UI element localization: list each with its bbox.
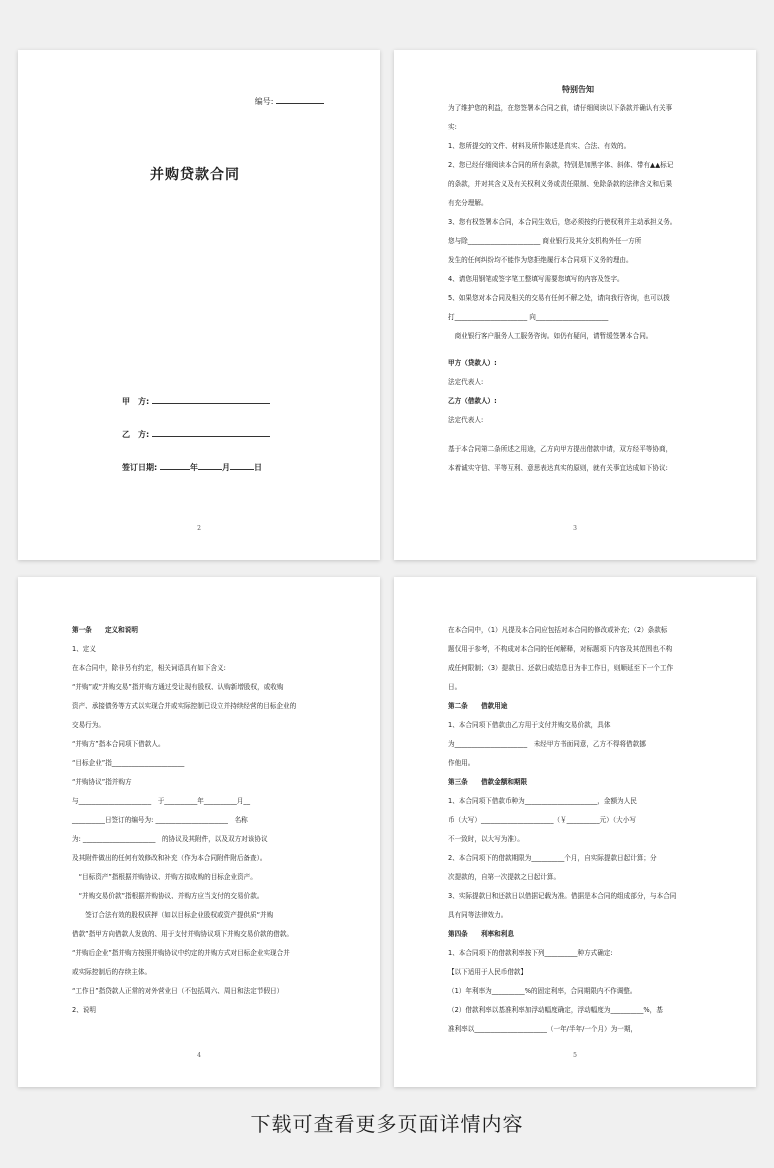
text-line: 【以下适用于人民币借款】	[448, 968, 528, 976]
text-line: 实:	[448, 123, 457, 131]
year-label: 年	[190, 463, 198, 472]
serial-number	[255, 94, 324, 107]
text-line: 1、本合同项下的借款利率按下列__________种方式确定:	[448, 949, 613, 957]
text-line: 交易行为。	[72, 721, 105, 729]
text-line: 成任何限制；（3）提款日、还款日或结息日为非工作日，则顺延至下一个工作	[448, 664, 674, 672]
text-line: 第一条 定义和说明	[72, 626, 138, 634]
party-a-blank	[152, 394, 270, 404]
text-line: “并购方”指本合同项下借款人。	[72, 740, 165, 748]
page-number: 5	[573, 1052, 577, 1059]
serial-blank	[276, 94, 324, 104]
text-line: 1、您所提交的文件、材料及所作陈述是真实、合法、有效的。	[448, 142, 631, 150]
text-line: “并购交易价款”指根据并购协议、并购方应当支付的交易价款。	[72, 892, 264, 900]
loan-terms-body	[448, 621, 708, 1039]
year-blank	[160, 460, 190, 470]
text-line: “并购后企业”指并购方按照并购协议中约定的并购方式对目标企业实现合并	[72, 949, 290, 957]
text-line: 基于本合同第二条所述之用途，乙方向甲方提出借款申请，双方经平等协商，	[448, 445, 673, 453]
text-line: 1、本合同项下借款币种为______________________，金额为人民	[448, 797, 637, 805]
text-line: 2、本合同项下的借款期限为__________个月，自实际提款日起计算；分	[448, 854, 657, 862]
text-line: 2、您已经仔细阅读本合同的所有条款，特别是加黑字体、斜体、带有▲▲标记	[448, 161, 674, 169]
text-line: 在本合同中，（1）凡提及本合同应包括对本合同的修改或补充；（2）条款标	[448, 626, 668, 634]
text-line: 借款”指甲方向借款人发放的、用于支付并购协议项下并购交易价款的借款。	[72, 930, 294, 938]
text-line: 3、您有权签署本合同，本合同生效后，您必须按约行使权利并主动承担义务。	[448, 218, 677, 226]
text-line: 为______________________ 未经甲方书面同意，乙方不得将借款挪	[448, 740, 646, 748]
sign-date-label: 签订日期:	[122, 463, 158, 472]
party-b-heading: 乙方（借款人）:	[448, 397, 497, 405]
page-4-definitions	[18, 577, 380, 1087]
text-line: 或实际控制后的存续主体。	[72, 968, 152, 976]
text-line: 第二条 借款用途	[448, 702, 508, 710]
party-b-label: 乙 方:	[122, 430, 150, 439]
download-prompt: 下载可查看更多页面详情内容	[250, 1112, 524, 1136]
text-line: 作他用。	[448, 759, 475, 767]
text-line: 在本合同中，除非另有约定，相关词语具有如下含义:	[72, 664, 226, 672]
day-label: 日	[254, 463, 262, 472]
text-line: “并购协议”指并购方	[72, 778, 132, 786]
text-line: 本着诚实守信、平等互利、意思表达真实的原则，就有关事宜达成如下协议:	[448, 464, 668, 472]
text-line: 商业银行客户服务人工服务咨询。如仍有疑问，请暂缓签署本合同。	[448, 332, 653, 340]
party-b-blank	[152, 427, 270, 437]
text-line: 发生的任何纠纷均不能作为您拒绝履行本合同项下义务的理由。	[448, 256, 633, 264]
closing-lines	[448, 440, 708, 478]
text-line: 与______________________ 于__________年__________月__	[72, 797, 251, 805]
text-line: 为: ______________________ 的协议及其附件，以及双方对该协议	[72, 835, 268, 843]
text-line: “工作日”指贷款人正常的对外营业日（不包括周六、周日和法定节假日）	[72, 987, 284, 995]
party-a-label: 甲 方:	[122, 397, 150, 406]
text-line: __________日签订的编号为: ______________________ 名称	[72, 816, 248, 824]
text-line: 打______________________ 向______________________	[448, 313, 609, 321]
legal-rep-a: 法定代表人:	[448, 378, 484, 386]
month-blank	[198, 460, 222, 470]
sign-date-line	[122, 460, 262, 473]
text-line: 有充分理解。	[448, 199, 488, 207]
page-5-loan-terms	[394, 577, 756, 1087]
month-label: 月	[222, 463, 230, 472]
page-number: 3	[573, 525, 577, 532]
party-a-heading: 甲方（贷款人）:	[448, 359, 497, 367]
text-line: 次提款的，自第一次提款之日起计算。	[448, 873, 561, 881]
text-line: 签订合法有效的股权质押（如以目标企业股权或资产提供质“并购	[72, 911, 274, 919]
page-2-cover	[18, 50, 380, 560]
text-line: 1、本合同项下借款由乙方用于支付并购交易价款，具体	[448, 721, 611, 729]
text-line: 第四条 利率和利息	[448, 930, 514, 938]
page-number: 2	[197, 525, 201, 532]
text-line: 3、实际提款日和还款日以借据记载为准。借据是本合同的组成部分，与本合同	[448, 892, 677, 900]
text-line: 币（大写）______________________（￥__________元）（大小写	[448, 816, 636, 824]
definitions-body	[72, 621, 332, 1020]
text-line: “并购”或“并购交易”指并购方通过受让现有股权、认购新增股权，或收购	[72, 683, 284, 691]
text-line: 具有同等法律效力。	[448, 911, 508, 919]
text-line: 5、如果您对本合同及相关的交易有任何不解之处，请向我行咨询，也可以拨	[448, 294, 670, 302]
text-line: （2）借款利率以基准利率加浮动幅度确定，浮动幅度为__________%，基	[448, 1006, 663, 1014]
text-line: 题仅用于参考，不构成对本合同的任何解释，对标题项下内容及其范围也不构	[448, 645, 673, 653]
text-line: （1）年利率为__________%的固定利率，合同期限内不作调整。	[448, 987, 637, 995]
text-line: 不一致时，以大写为准）。	[448, 835, 524, 843]
text-line: 日。	[448, 683, 462, 691]
text-line: 为了维护您的利益，在您签署本合同之前，请仔细阅读以下条款并确认有关事	[448, 104, 673, 112]
notice-title: 特别告知	[562, 85, 594, 94]
text-line: 的条款，并对其含义及有关权利义务或责任限制、免除条款的法律含义和后果	[448, 180, 673, 188]
text-line: 2、说明	[72, 1006, 96, 1014]
serial-label: 编号:	[254, 97, 274, 106]
legal-rep-b: 法定代表人:	[448, 416, 484, 424]
notice-body	[448, 80, 708, 478]
day-blank	[230, 460, 254, 470]
text-line: 4、请您用钢笔或签字笔工整填写需要您填写的内容及签字。	[448, 275, 624, 283]
text-line: 1、定义	[72, 645, 96, 653]
page-3-notice	[394, 50, 756, 560]
text-line: 第三条 借款金额和期限	[448, 778, 528, 786]
text-line: “目标企业”指______________________	[72, 759, 185, 767]
document-title: 并购贷款合同	[150, 167, 240, 183]
text-line: 资产、承接债务等方式以实现合并或实际控制已设立并持续经营的目标企业的	[72, 702, 297, 710]
text-line: 您与除______________________ 商业银行及其分支机构外任一方所	[448, 237, 642, 245]
notice-lines	[448, 99, 708, 346]
text-line: 准利率以______________________（一年/半年/一个月）为一期，	[448, 1025, 638, 1033]
text-line: 及其附件做出的任何有效修改和补充（作为本合同附件附后备查）。	[72, 854, 267, 862]
page-number: 4	[197, 1052, 201, 1059]
text-line: “目标资产”指根据并购协议、并购方拟收购的目标企业资产。	[72, 873, 257, 881]
party-a-line	[122, 394, 270, 407]
party-b-line	[122, 427, 270, 440]
